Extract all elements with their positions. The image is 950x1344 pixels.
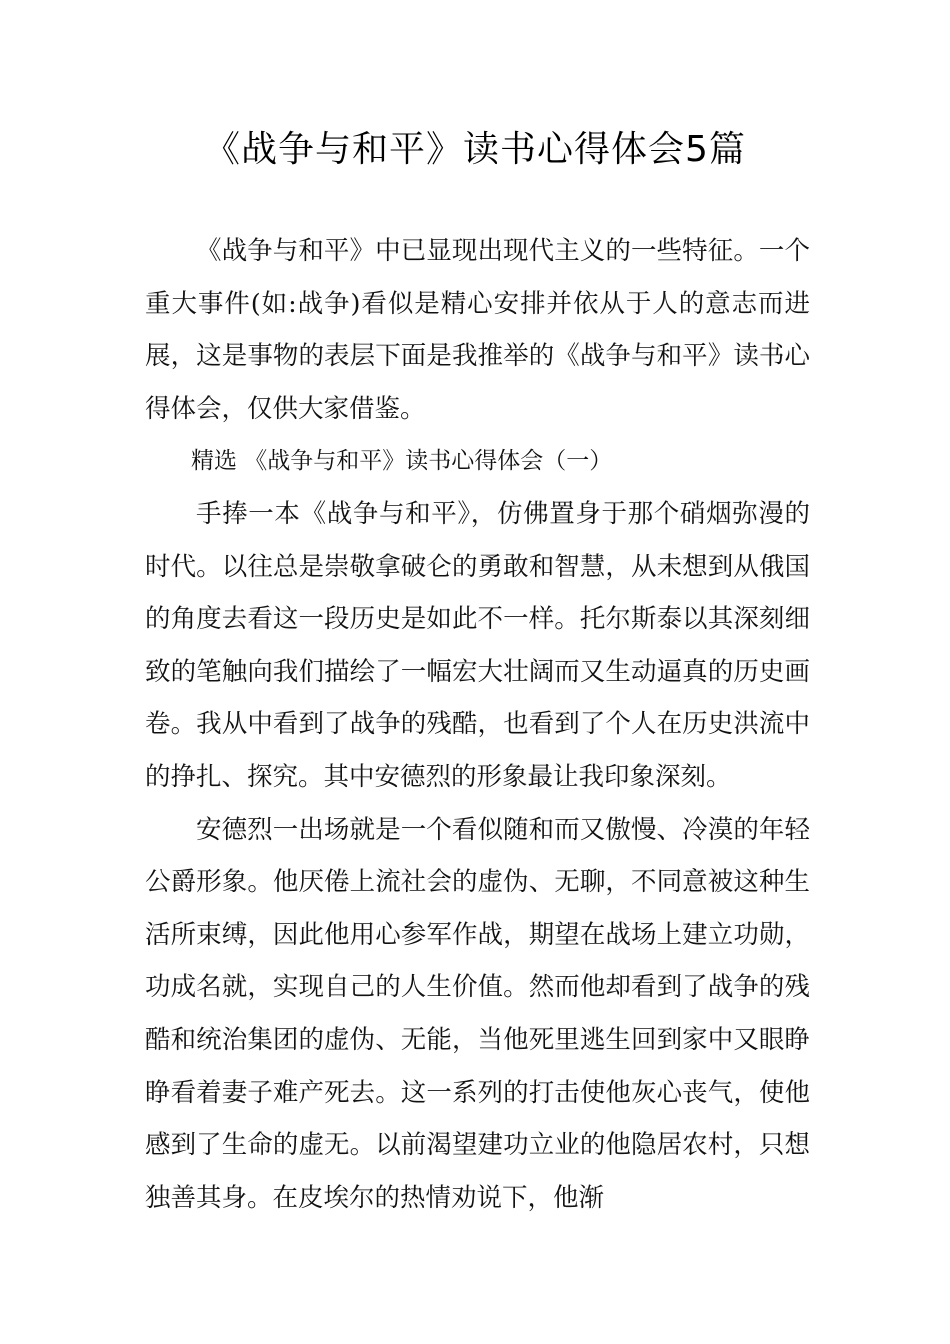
body-paragraph: 安德烈一出场就是一个看似随和而又傲慢、冷漠的年轻公爵形象。他厌倦上流社会的虚伪、无聊，不同意被这种生活所束缚，因此他用心参军作战，期望在战场上建立功勋，功成名就，实现自己的人生价值。然而他却看到了战争的残酷和统治集团的虚伪、无能，当他死里逃生回到家中又眼睁睁看着妻子难产死去。这一系列的打击使他灰心丧气，使他感到了生命的虚无。以前渴望建功立业的他隐居农村，只想独善其身。在皮埃尔的热情劝说下，他渐: [145, 814, 810, 1213]
intro-paragraph: 《战争与和平》中已显现出现代主义的一些特征。一个重大事件(如:战争)看似是精心安排并依从于人的意志而进展，这是事物的表层下面是我推举的《战争与和平》读书心得体会，仅供大家借鉴。: [145, 236, 810, 424]
body-paragraph: 手捧一本《战争与和平》，仿佛置身于那个硝烟弥漫的时代。以往总是崇敬拿破仑的勇敢和智慧，从未想到从俄国的角度去看这一段历史是如此不一样。托尔斯泰以其深刻细致的笔触向我们描绘了一幅宏大壮阔而又生动逼真的历史画卷。我从中看到了战争的残酷，也看到了个人在历史洪流中的挣扎、探究。其中安德烈的形象最让我印象深刻。: [145, 498, 810, 792]
section-heading: 精选 《战争与和平》读书心得体会（一）: [191, 448, 613, 475]
document-body: [145, 225, 810, 1224]
document-title: 《战争与和平》读书心得体会5篇: [204, 129, 746, 170]
